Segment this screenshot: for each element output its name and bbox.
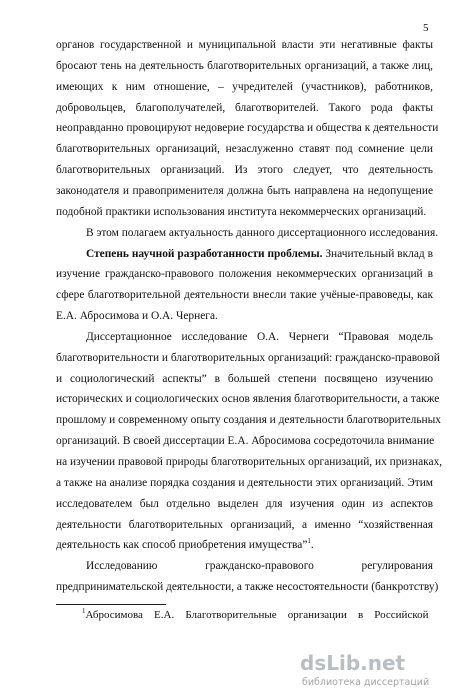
text-span: деятельность как способ приобретения имущества” bbox=[56, 539, 308, 551]
text-line: подобной практики использования института некоммерческих организаций. bbox=[56, 206, 427, 218]
text-line: Е.А. Абросимова и О.А. Чернега. bbox=[56, 310, 218, 322]
footnote-text: Абросимова Е.А. Благотворительные организации в Российской bbox=[85, 609, 429, 621]
text-line: сфере благотворительной деятельности внесли такие учёные-правоведы, как bbox=[56, 289, 433, 301]
footnote-ref: 1 bbox=[307, 537, 311, 545]
text-line: исторических и социологических основ явления благотворительности, а также bbox=[56, 393, 440, 405]
text-line: благотворительных организаций. Из этого следует, что деятельность bbox=[56, 164, 433, 176]
footnote-mark: 1 bbox=[82, 607, 86, 615]
footnote-line bbox=[82, 608, 433, 622]
text-line: а также на анализе порядка создания и деятельности этих организаций. Этим bbox=[56, 477, 433, 489]
text-line: исследователем был отдельно выделен для изучения один из аспектов bbox=[56, 498, 433, 510]
watermark-logo bbox=[300, 651, 446, 691]
page-number: 5 bbox=[423, 22, 429, 34]
text-line: законодателя и правоприменителя должна быть направлена на недопущение bbox=[56, 185, 433, 197]
text-line: бросают тень на деятельность благотворительных организаций, а также лиц, bbox=[56, 60, 433, 72]
text-line: имеющих к ним отношение, – учредителей (участников), работников, bbox=[56, 81, 433, 93]
text-line: прошлому и современному опыту создания и деятельности благотворительных bbox=[56, 414, 441, 426]
text-line: на изучении правовой природы благотворительных организаций, их признаках, bbox=[56, 456, 443, 468]
text-line: Исследованию гражданско-правового регулирования bbox=[86, 560, 433, 572]
watermark-tagline: библиотека диссертаций bbox=[302, 677, 430, 688]
text-line: деятельности благотворительных организаций, а именно “хозяйственная bbox=[56, 519, 433, 531]
dslib-logo: dsLib.net bbox=[300, 651, 406, 675]
text-span: Значительный вклад в bbox=[322, 248, 433, 260]
text-line: Диссертационное исследование О.А. Чернеги “Правовая модель bbox=[86, 331, 433, 343]
footnote-rule bbox=[56, 604, 166, 605]
text-line: благотворительности и благотворительных организаций: гражданско-правовой bbox=[56, 352, 440, 364]
text-line: изучение гражданско-правового положения некоммерческих организаций в bbox=[56, 268, 433, 280]
text-line: В этом полагаем актуальность данного диссертационного исследования. bbox=[86, 227, 439, 239]
text-line: и социологический аспекты” в большей степени посвящено изучению bbox=[56, 373, 433, 385]
text-span: . bbox=[310, 539, 314, 551]
text-line: организаций. В своей диссертации Е.А. Абросимова сосредоточила внимание bbox=[56, 435, 435, 447]
text-line: добровольцев, благополучателей, благотворителей. Такого рода факты bbox=[56, 102, 433, 114]
text-line bbox=[56, 538, 433, 552]
text-line: благотворительных организаций, незаслуженно ставят под сомнение цели bbox=[56, 143, 433, 155]
text-line bbox=[86, 247, 433, 261]
text-line: органов государственной и муниципальной власти эти негативные факты bbox=[56, 39, 433, 51]
text-line: неоправданно провоцируют недоверие государства и общества к деятельности bbox=[56, 122, 439, 134]
text-line: предпринимательской деятельности, а также несостоятельности (банкротству) bbox=[56, 581, 439, 593]
section-heading: Степень научной разработанности проблемы. bbox=[86, 248, 323, 260]
